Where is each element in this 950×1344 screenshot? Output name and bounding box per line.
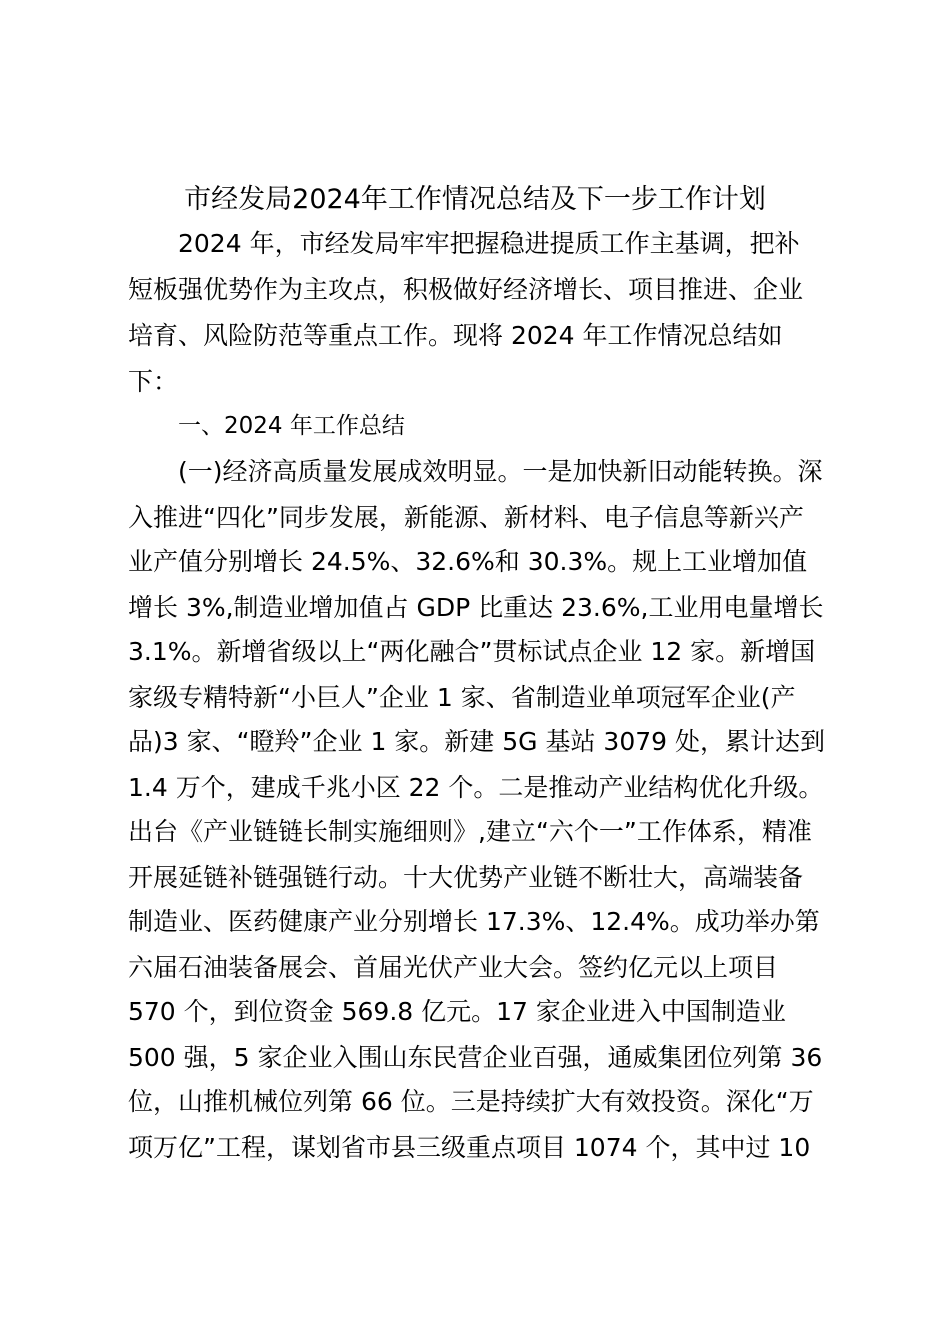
paragraph-line: 家级专精特新“小巨人”企业 1 家、省制造业单项冠军企业(产 [128,683,796,712]
paragraph-line: 2024 年，市经发局牢牢把握稳进提质工作主基调，把补 [178,229,800,258]
paragraph-line: 培育、风险防范等重点工作。现将 2024 年工作情况总结如 [128,321,783,350]
paragraph-line: 品)3 家、“瞪羚”企业 1 家。新建 5G 基站 3079 处，累计达到 [128,727,825,756]
paragraph-line: 业产值分别增长 24.5%、32.6%和 30.3%。规上工业增加值 [128,547,808,576]
paragraph-line: 570 个，到位资金 569.8 亿元。17 家企业进入中国制造业 [128,997,786,1026]
paragraph-line: 短板强优势作为主攻点，积极做好经济增长、项目推进、企业 [128,275,804,304]
paragraph-line: 下： [128,367,179,396]
paragraph-line: 出台《产业链链长制实施细则》,建立“六个一”工作体系，精准 [128,817,812,846]
paragraph-line: (一)经济高质量发展成效明显。一是加快新旧动能转换。深 [178,457,823,486]
paragraph-line: 入推进“四化”同步发展，新能源、新材料、电子信息等新兴产 [128,503,804,532]
paragraph-line: 增长 3%,制造业增加值占 GDP 比重达 23.6%,工业用电量增长 [128,593,824,622]
paragraph-line: 位，山推机械位列第 66 位。三是持续扩大有效投资。深化“万 [128,1087,814,1116]
section-heading: 一、2024 年工作总结 [178,413,405,439]
paragraph-line: 开展延链补链强链行动。十大优势产业链不断壮大，高端装备 [128,863,804,892]
paragraph-line: 3.1%。新增省级以上“两化融合”贯标试点企业 12 家。新增国 [128,637,816,666]
paragraph-line: 1.4 万个，建成千兆小区 22 个。二是推动产业结构优化升级。 [128,773,824,802]
paragraph-line: 制造业、医药健康产业分别增长 17.3%、12.4%。成功举办第 [128,907,820,936]
paragraph-line: 项万亿”工程，谋划省市县三级重点项目 1074 个，其中过 10 [128,1133,811,1162]
paragraph-line: 500 强，5 家企业入围山东民营企业百强，通威集团位列第 36 [128,1043,823,1072]
document-title: 市经发局2024年工作情况总结及下一步工作计划 [184,184,766,215]
paragraph-line: 六届石油装备展会、首届光伏产业大会。签约亿元以上项目 [128,953,779,982]
